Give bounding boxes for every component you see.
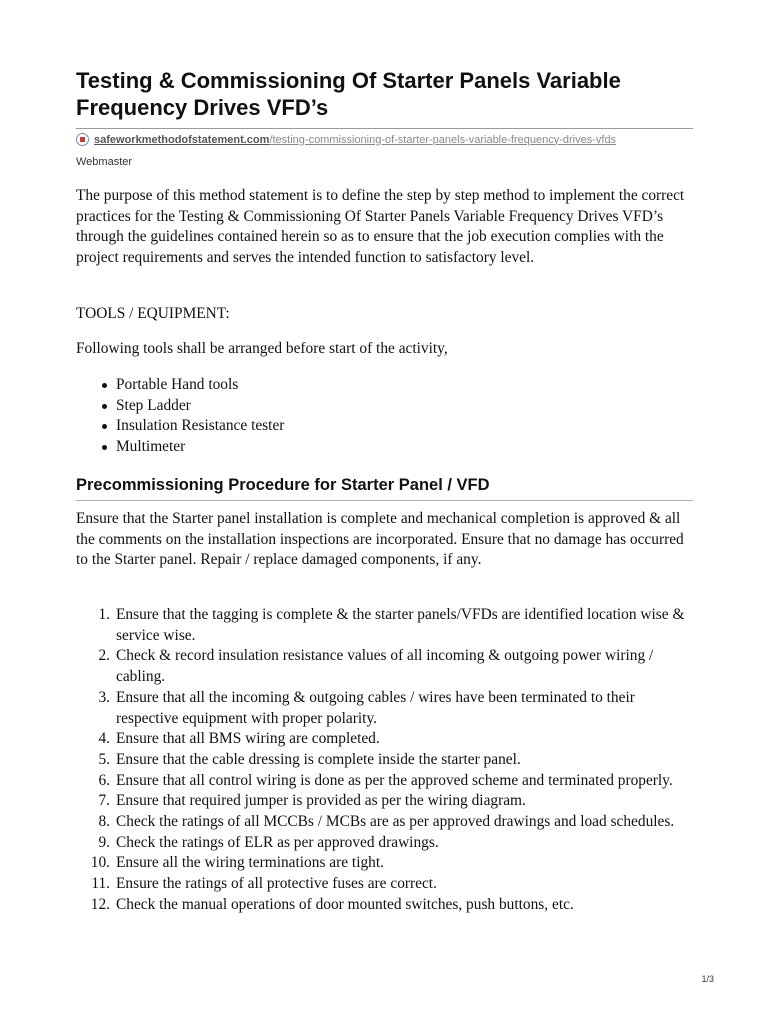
- step-text: Ensure that all the incoming & outgoing cables / wires have been terminated to their respective equipment with proper polarity.: [116, 688, 635, 727]
- list-item: Step Ladder: [76, 396, 693, 417]
- step-text: Check & record insulation resistance values of all incoming & outgoing power wiring / cabling.: [116, 647, 654, 686]
- step-number: 9.: [98, 833, 110, 851]
- step-text: Ensure that all control wiring is done as per the approved scheme and terminated properly.: [116, 771, 673, 789]
- step-item: [76, 895, 693, 916]
- step-text: Ensure that required jumper is provided as per the wiring diagram.: [116, 792, 526, 810]
- page-number: 1/3: [701, 974, 714, 984]
- step-item: [76, 771, 693, 792]
- step-item: [76, 688, 693, 729]
- source-url[interactable]: [76, 133, 616, 146]
- step-text: Ensure that all BMS wiring are completed.: [116, 730, 380, 748]
- step-item: [76, 750, 693, 771]
- step-text: Ensure all the wiring terminations are tight.: [116, 854, 384, 872]
- section-divider: [76, 500, 693, 501]
- tools-list: [76, 375, 693, 457]
- step-text: Ensure that the tagging is complete & the starter panels/VFDs are identified location wise & service wise.: [116, 606, 685, 644]
- steps-list: [76, 605, 693, 916]
- step-item: [76, 646, 693, 687]
- list-item: Portable Hand tools: [76, 375, 693, 396]
- step-item: [76, 833, 693, 854]
- step-text: Ensure that the cable dressing is complete inside the starter panel.: [116, 750, 521, 768]
- step-number: 11.: [91, 875, 110, 893]
- step-number: 12.: [90, 895, 110, 913]
- url-domain-link[interactable]: safeworkmethodofstatement.com: [94, 133, 270, 146]
- step-text: Check the ratings of all MCCBs / MCBs are as per approved drawings and load schedules.: [116, 813, 675, 831]
- step-number: 4.: [98, 730, 110, 748]
- tools-heading: TOOLS / EQUIPMENT:: [76, 305, 230, 322]
- step-text: Ensure the ratings of all protective fuses are correct.: [116, 875, 437, 893]
- step-number: 2.: [98, 647, 110, 665]
- step-item: [76, 729, 693, 750]
- step-item: [76, 853, 693, 874]
- section-intro: Ensure that the Starter panel installation is complete and mechanical completion is approved & all the comments on the installation inspections are incorporated. Ensure that no damage has occurred to the Starter panel. Repair / replace damaged components, if any.: [76, 510, 684, 569]
- step-text: Check the ratings of ELR as per approved drawings.: [116, 833, 439, 851]
- step-number: 7.: [98, 792, 110, 810]
- title-divider: [76, 128, 693, 129]
- step-number: 6.: [98, 771, 110, 789]
- step-item: [76, 874, 693, 895]
- list-item: Multimeter: [76, 437, 693, 458]
- step-number: 10.: [90, 854, 110, 872]
- site-favicon-icon: [76, 133, 89, 146]
- author-name: Webmaster: [76, 156, 133, 168]
- step-item: [76, 605, 693, 646]
- page-title: Testing & Commissioning Of Starter Panels Variable Frequency Drives VFD’s: [76, 68, 621, 120]
- step-item: [76, 812, 693, 833]
- step-number: 1.: [98, 606, 110, 623]
- step-text: Check the manual operations of door mounted switches, push buttons, etc.: [116, 895, 574, 913]
- tools-intro: Following tools shall be arranged before start of the activity,: [76, 340, 448, 357]
- intro-paragraph: The purpose of this method statement is to define the step by step method to implement the correct practices for the Testing & Commissioning Of Starter Panels Variable Frequency Drives VFD’s through the guidelines contained herein so as to ensure that the job execution complies with the project requirements and serves the intended function to satisfactory level.: [76, 187, 685, 267]
- step-number: 3.: [98, 688, 110, 706]
- url-path-link[interactable]: /testing-commissioning-of-starter-panels-variable-frequency-drives-vfds: [269, 133, 617, 146]
- step-number: 5.: [98, 750, 110, 768]
- list-item: Insulation Resistance tester: [76, 416, 693, 437]
- section-heading: Precommissioning Procedure for Starter Panel / VFD: [76, 476, 490, 494]
- step-number: 8.: [98, 813, 110, 831]
- step-item: [76, 791, 693, 812]
